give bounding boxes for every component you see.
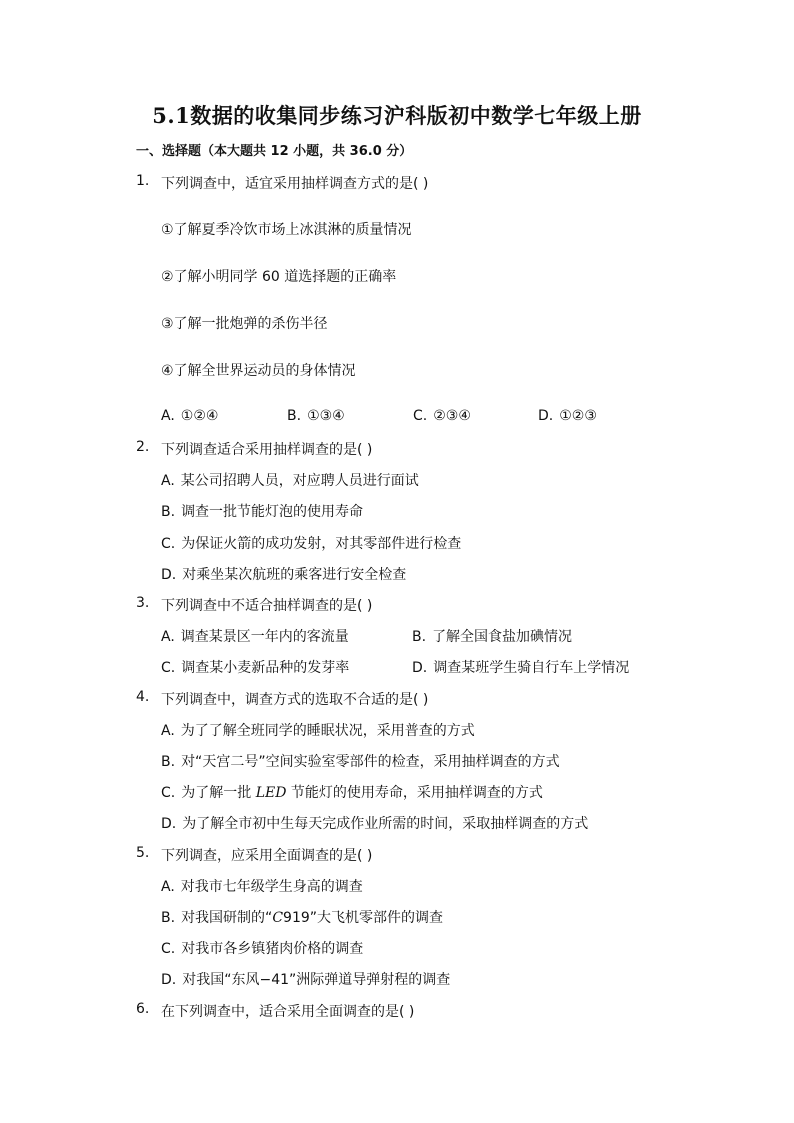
option-text-pre: 为了解一批 — [181, 785, 256, 801]
option-c[interactable] — [161, 938, 363, 958]
option-text-italic: LED — [255, 785, 287, 801]
option-c[interactable] — [161, 657, 349, 677]
option-text: 调查某班学生骑自行车上学情况 — [433, 660, 630, 676]
option-b[interactable] — [161, 907, 443, 927]
option-letter: D. — [538, 408, 554, 424]
option-text-post: 节能灯的使用寿命，采用抽样调查的方式 — [286, 785, 543, 801]
option-d[interactable] — [161, 813, 588, 833]
option-a[interactable] — [161, 626, 349, 646]
question-number: 5. — [136, 845, 150, 861]
option-b[interactable] — [161, 501, 363, 521]
option-letter: A. — [161, 879, 175, 895]
option-text: 调查某小麦新品种的发芽率 — [181, 660, 350, 676]
option-letter: D. — [412, 660, 428, 676]
statement-item: ③了解一批炮弹的杀伤半径 — [161, 316, 328, 332]
question-number: 4. — [136, 689, 150, 705]
statement-item: ①了解夏季冷饮市场上冰淇淋的质量情况 — [161, 222, 412, 238]
option-text-italic: C — [272, 910, 284, 926]
option-d[interactable] — [538, 408, 597, 424]
option-text: 对“天宫二号”空间实验室零部件的检查，采用抽样调查的方式 — [181, 754, 560, 770]
question-number: 6. — [136, 1001, 150, 1017]
option-letter: D. — [161, 567, 177, 583]
option-a[interactable] — [161, 720, 475, 740]
option-letter: A. — [161, 723, 175, 739]
option-letter: A. — [161, 408, 175, 424]
option-text: 对我市七年级学生身高的调查 — [180, 879, 363, 895]
question-number: 2. — [136, 439, 150, 455]
option-text: ①②③ — [559, 408, 597, 424]
option-a[interactable] — [161, 876, 363, 896]
option-text-post: 919”大飞机零部件的调查 — [283, 910, 444, 926]
option-letter: C. — [161, 785, 176, 801]
option-letter: D. — [161, 972, 177, 988]
option-letter: A. — [161, 629, 175, 645]
question-text: 下列调查中，调查方式的选取不合适的是( ) — [161, 692, 429, 708]
question-text: 下列调查中不适合抽样调查的是( ) — [161, 598, 373, 614]
option-text: ①③④ — [307, 408, 345, 424]
option-d[interactable] — [161, 564, 406, 584]
question-number: 3. — [136, 595, 150, 611]
option-letter: C. — [161, 941, 176, 957]
option-letter: D. — [161, 816, 177, 832]
option-text: 了解全国食盐加碘情况 — [432, 629, 573, 645]
option-letter: C. — [161, 660, 176, 676]
option-b[interactable] — [412, 626, 572, 646]
page-title: 5.1数据的收集同步练习沪科版初中数学七年级上册 — [152, 103, 642, 128]
option-text: ①②④ — [180, 408, 219, 424]
option-text: 某公司招聘人员，对应聘人员进行面试 — [180, 473, 419, 489]
question-text: 在下列调查中，适合采用全面调查的是( ) — [161, 1004, 415, 1020]
question-number: 1. — [136, 173, 150, 189]
option-b[interactable] — [287, 408, 345, 424]
option-text: ②③④ — [433, 408, 471, 424]
option-letter: B. — [161, 910, 176, 926]
option-b[interactable] — [161, 751, 560, 771]
option-a[interactable] — [161, 470, 419, 490]
option-letter: B. — [287, 408, 302, 424]
statement-item: ②了解小明同学 60 道选择题的正确率 — [161, 269, 397, 285]
option-letter: C. — [161, 536, 176, 552]
option-text: 对我国“东风−41”洲际弹道导弹射程的调查 — [182, 972, 451, 988]
option-c[interactable] — [161, 782, 543, 802]
option-c[interactable] — [161, 533, 461, 553]
option-letter: B. — [412, 629, 427, 645]
question-text: 下列调查中，适宜采用抽样调查方式的是( ) — [161, 176, 429, 192]
option-a[interactable] — [161, 408, 218, 424]
question-text: 下列调查适合采用抽样调查的是( ) — [161, 442, 373, 458]
option-text: 对我市各乡镇猪肉价格的调查 — [181, 941, 364, 957]
question-text: 下列调查，应采用全面调查的是( ) — [161, 848, 373, 864]
option-letter: A. — [161, 473, 175, 489]
option-text: 为了解全市初中生每天完成作业所需的时间，采取抽样调查的方式 — [182, 816, 589, 832]
statement-item: ④了解全世界运动员的身体情况 — [161, 363, 356, 379]
option-text: 为保证火箭的成功发射，对其零部件进行检查 — [181, 536, 462, 552]
option-d[interactable] — [412, 657, 629, 677]
option-text: 为了了解全班同学的睡眠状况，采用普查的方式 — [180, 723, 475, 739]
section-heading: 一、选择题（本大题共 12 小题，共 36.0 分） — [136, 144, 413, 159]
option-c[interactable] — [413, 408, 471, 424]
option-text-pre: 对我国研制的“ — [181, 910, 273, 926]
option-text: 调查一批节能灯泡的使用寿命 — [181, 504, 364, 520]
option-d[interactable] — [161, 969, 450, 989]
option-text: 调查某景区一年内的客流量 — [180, 629, 349, 645]
option-letter: C. — [413, 408, 428, 424]
option-text: 对乘坐某次航班的乘客进行安全检查 — [182, 567, 407, 583]
option-letter: B. — [161, 504, 176, 520]
option-letter: B. — [161, 754, 176, 770]
